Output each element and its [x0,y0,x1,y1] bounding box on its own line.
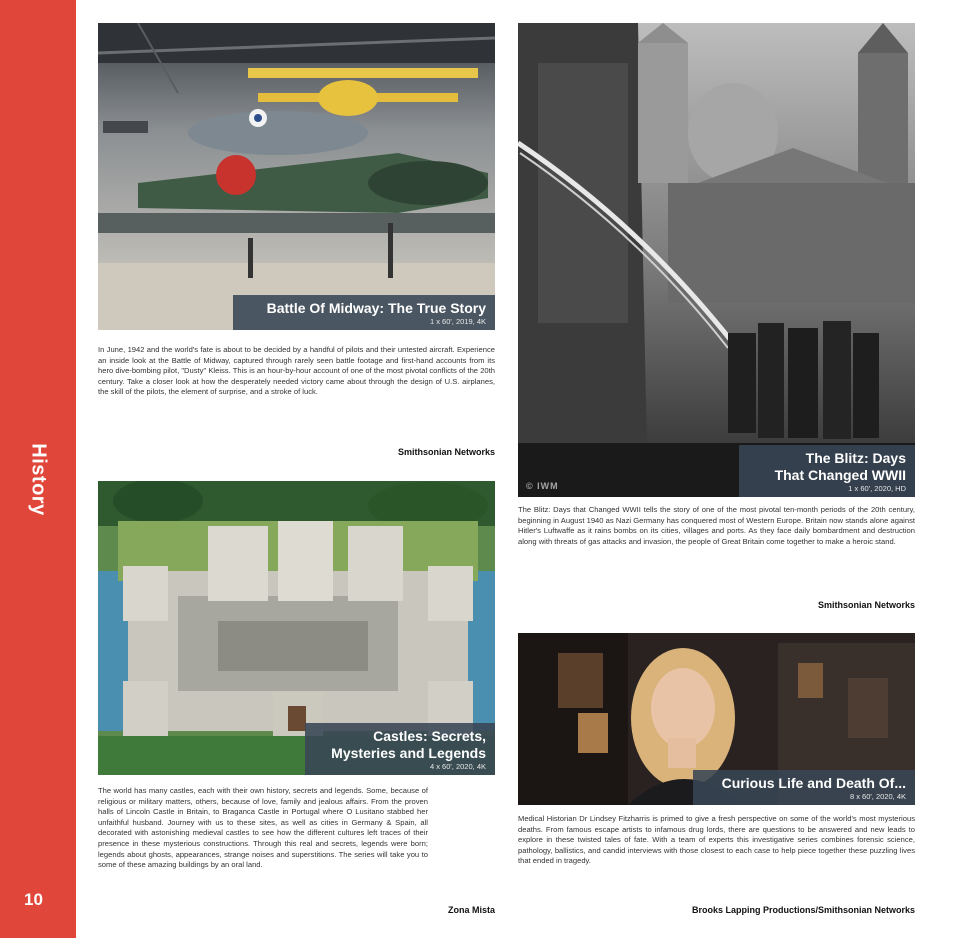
castles-description: The world has many castles, each with their own history, secrets and legends. Some, because of religious or military matters, others, because of love, family and jealous affairs. From the proven halls of Lincoln Castle in Britain, to Braganca Castle in Portugal where O Lusitano stabbed her unfaithful husband. Journey with us to these sites, as well as cities in Germany & Spain, all decorated with astonishing medieval castles to see how the different cultures left traces of their presence in these mysterious constructions. Through this real and secrets, legends were born; legends about ghosts, appearances, strange noises and superstitions. The series will take you to some of these amazing buildings by an oral land. [98,786,428,870]
section-label [18,434,58,524]
midway-credit: Smithsonian Networks [397,447,495,457]
midway-meta: 1 x 60', 2019, 4K [429,317,486,326]
castles-meta: 4 x 60', 2020, 4K [429,762,486,771]
curious-life-credit: Brooks Lapping Productions/Smithsonian Networks [691,905,915,915]
curious-life-description: Medical Historian Dr Lindsey Fitzharris is primed to give a fresh perspective on some of the world's most mysterious deaths. From famous escape artists to infamous drug lords, there are questions to be answered and new leads to explore in these twisted tales of fate. With a team of experts this investigative series combines forensic science, pathology, ballistics, and candid interviews with those closest to each case to help piece together these puzzling lives that ended in tragedy. [518,814,915,866]
blitz-firefighters-illustration [518,23,915,497]
blitz-photo [518,23,915,497]
midway-aircraft-illustration [98,23,495,330]
blitz-meta: 1 x 60', 2020, HD [848,484,906,493]
curious-life-caption [693,770,915,805]
page-number: 10 [24,890,43,909]
blitz-caption [739,445,915,497]
section-sidebar [0,0,76,938]
midway-description: In June, 1942 and the world's fate is about to be decided by a handful of pilots and their untested aircraft. Experience an inside look at the Battle of Midway, captured through rarely seen battle footage and first-hand accounts from its hero dive-bombing pilot, "Dusty" Kleiss. This is an hour-by-hour account of one of the most pivotal conflicts of the 20th century. Take a closer look at how the desperately needed victory came about through the design of U.S. airplanes, the skill of the pilots, the element of surprise, and a stroke of luck. [98,345,495,397]
castles-title-line2: Mysteries and Legends [331,745,486,761]
midway-title: Battle Of Midway: The True Story [266,300,486,316]
castles-title-line1: Castles: Secrets, [373,728,486,744]
blitz-description: The Blitz: Days that Changed WWII tells the story of one of the most pivotal ten-month periods of the 20th century, beginning in August 1940 as Nazi Germany has conquered most of Western Europe. Britain now stands alone against Hitler's Luftwaffe as it rains bombs on its cities, villages and ports. As they face daily bombardment and destruction along with threats of gas attacks and invasion, the people of Great Britain come together to make a heroic stand. [518,505,915,546]
curious-life-meta: 8 x 60', 2020, 4K [849,792,906,801]
curious-life-title: Curious Life and Death Of... [721,775,906,791]
section-label-text: History [27,442,50,516]
midway-caption [233,295,495,330]
castles-credit: Zona Mista [447,905,495,915]
blitz-watermark: © IWM [526,481,559,491]
blitz-title-line1: The Blitz: Days [805,450,906,466]
curious-life-photo [518,633,915,805]
castles-photo [98,481,495,775]
blitz-credit: Smithsonian Networks [817,600,915,610]
midway-photo [98,23,495,330]
blitz-title-line2: That Changed WWII [774,467,906,483]
castles-caption [305,723,495,775]
